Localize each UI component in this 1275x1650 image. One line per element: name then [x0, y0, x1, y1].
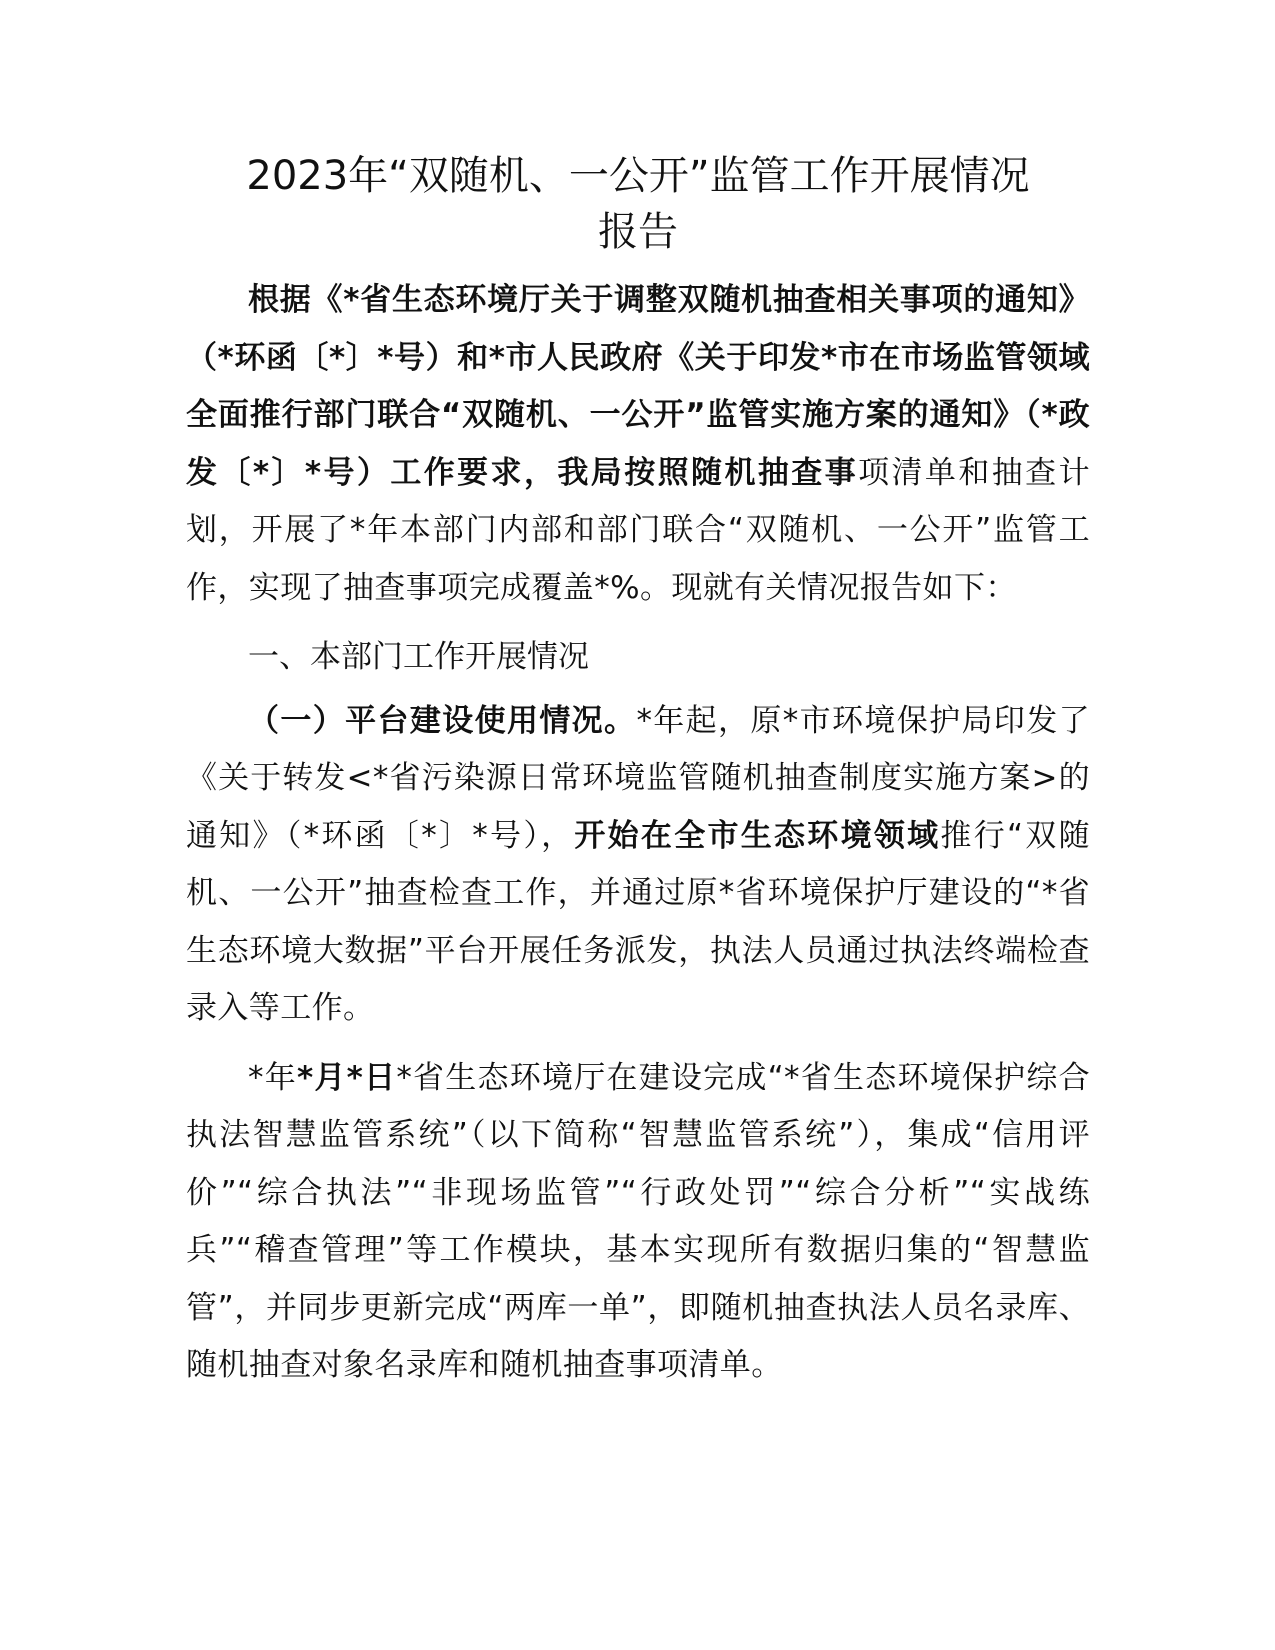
subsection-1-text-bold: 开始在全市生态环境领域 — [574, 817, 941, 854]
intro-paragraph — [186, 272, 1090, 617]
document-title-line-1: 2023年“双随机、一公开”监管工作开展情况 — [246, 153, 1030, 199]
subsection-1-text-end: 推行“双随机、一公开”抽查检查工作，并通过原*省环境保护厅建设的“*省生态环境大数据”平台开展任务派发，执法人员通过执法终端检查录入等工作。 — [186, 817, 1090, 1026]
subsection-1-paragraph — [186, 693, 1090, 1038]
document-title — [186, 148, 1090, 260]
paragraph-3-date: *月*日 — [296, 1059, 397, 1096]
subsection-1-text: *年起，原*市环境保护局印发了《关于转发<*省污染源日常环境监管随机抽查制度实施方案>的通知》（*环函〔*〕*号）， — [186, 702, 1090, 854]
document-title-line-2: 报告 — [598, 209, 678, 255]
document-body — [186, 148, 1090, 1395]
paragraph-3-year: *年 — [248, 1059, 297, 1096]
intro-text: 项清单和抽查计划，开展了*年本部门内部和部门联合“双随机、一公开”监管工作，实现了抽查事项完成覆盖*%。现就有关情况报告如下： — [186, 454, 1090, 606]
subsection-1-lead: （一）平台建设使用情况。 — [248, 702, 637, 739]
section-1-heading: 一、本部门工作开展情况 — [248, 639, 589, 675]
intro-text-bold: 根据《*省生态环境厅关于调整双随机抽查相关事项的通知》（*环函〔*〕*号）和*市人民政府《关于印发*市在市场监管领域全面推行部门联合“双随机、一公开”监管实施方案的通知》（*政发〔*〕*号）工作要求，我局按照随机抽查事 — [186, 282, 1090, 491]
paragraph-3 — [186, 1050, 1090, 1395]
paragraph-3-text: *省生态环境厅在建设完成“*省生态环境保护综合执法智慧监管系统”（以下简称“智慧监管系统”），集成“信用评价”“综合执法”“非现场监管”“行政处罚”“综合分析”“实战练兵”“稽查管理”等工作模块，基本实现所有数据归集的“智慧监管”，并同步更新完成“两库一单”，即随机抽查执法人员名录库、随机抽查对象名录库和随机抽查事项清单。 — [186, 1059, 1090, 1383]
